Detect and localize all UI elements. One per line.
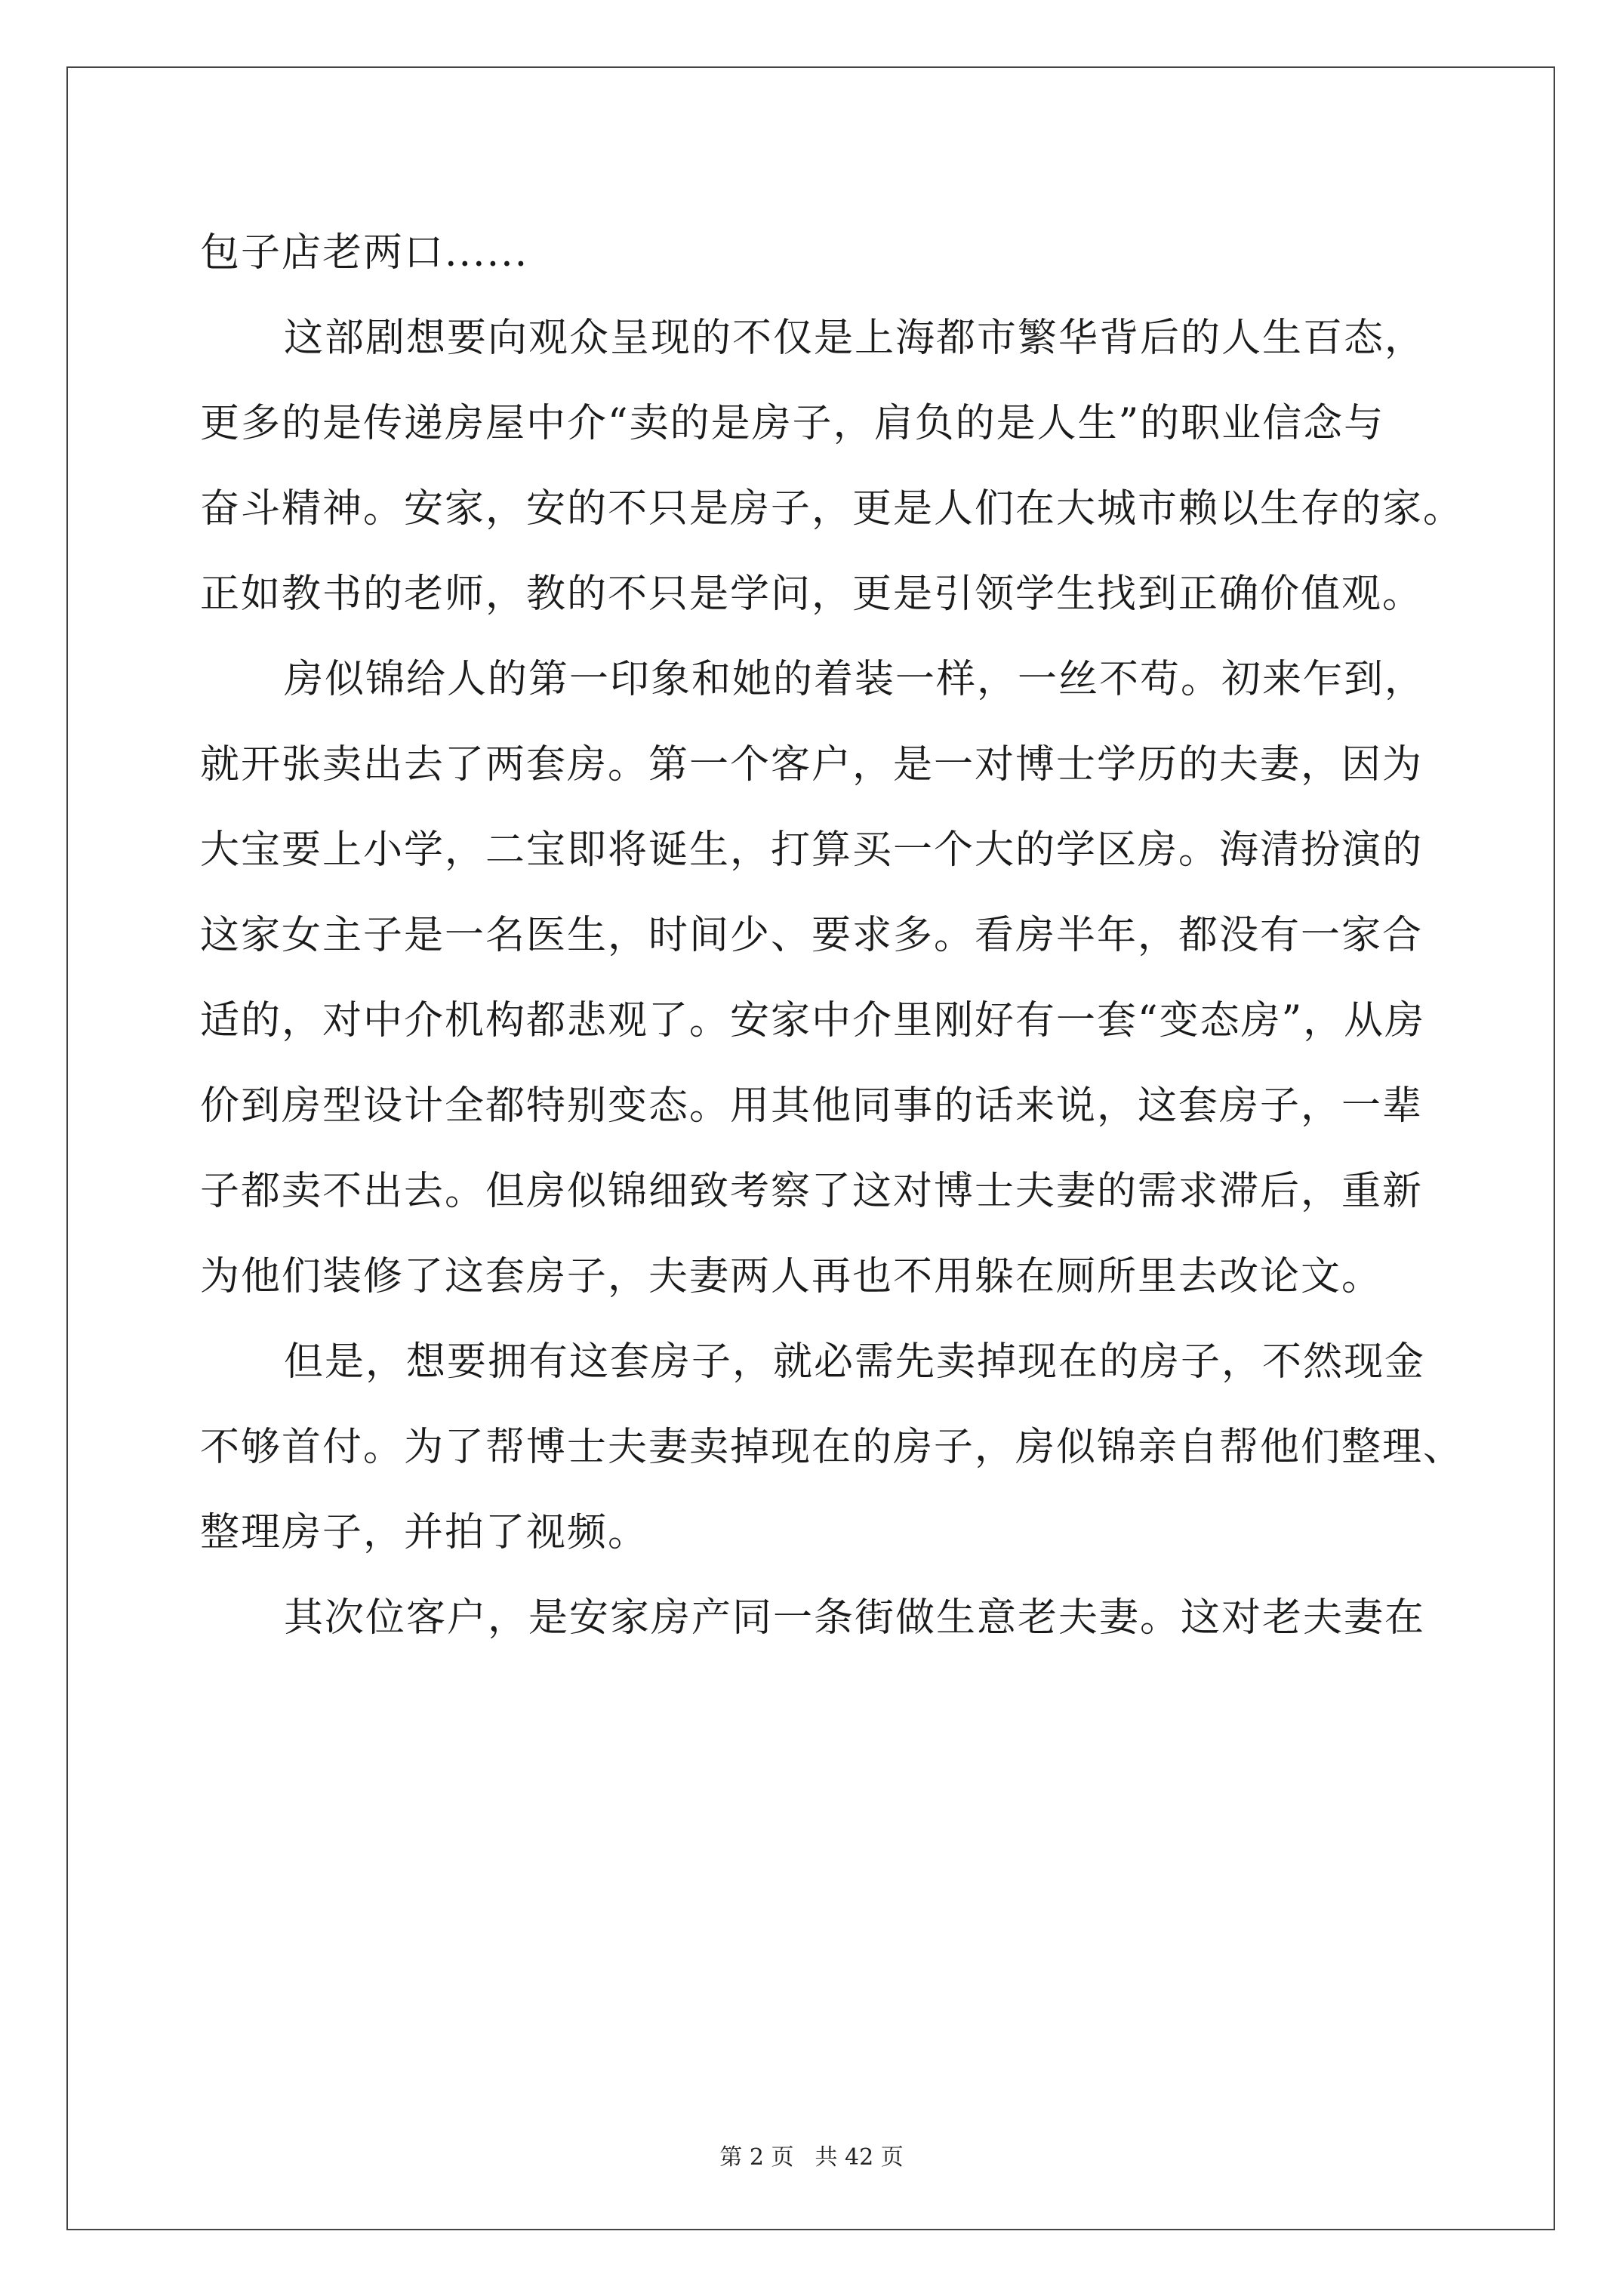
paragraph-first-line: 其次位客户，是安家房产同一条街做生意老夫妻。这对老夫妻在 [284,1595,1426,1641]
body-line: 适的，对中介机构都悲观了。安家中介里刚好有一套“变态房”，从房 [200,998,1426,1043]
body-line: 整理房子，并拍了视频。 [200,1510,649,1555]
body-line: 更多的是传递房屋中介“卖的是房子，肩负的是人生”的职业信念与 [200,401,1385,446]
paragraph-first-line: 但是，想要拥有这套房子，就必需先卖掉现在的房子，不然现金 [284,1339,1426,1385]
body-line: 价到房型设计全都特别变态。用其他同事的话来说，这套房子，一辈 [200,1083,1424,1129]
body-line: 大宝要上小学，二宝即将诞生，打算买一个大的学区房。海清扮演的 [200,827,1424,873]
body-line: 这家女主子是一名医生，时间少、要求多。看房半年，都没有一家合 [200,913,1424,958]
body-line: 包子店老两口...... [200,230,529,276]
paragraph-first-line: 房似锦给人的第一印象和她的着装一样，一丝不苟。初来乍到， [284,657,1426,702]
body-line: 子都卖不出去。但房似锦细致考察了这对博士夫妻的需求滞后，重新 [200,1169,1424,1214]
page-footer [0,2144,1623,2171]
paragraph-first-line: 这部剧想要向观众呈现的不仅是上海都市繁华背后的人生百态， [284,316,1426,361]
body-line: 奋斗精神。安家，安的不只是房子，更是人们在大城市赖以生存的家。 [200,486,1464,532]
body-line: 不够首付。为了帮博士夫妻卖掉现在的房子，房似锦亲自帮他们整理、 [200,1425,1464,1470]
body-line: 为他们装修了这套房子，夫妻两人再也不用躲在厕所里去改论文。 [200,1254,1383,1299]
page-total: 共 42 页 [815,2144,904,2171]
page-number: 第 2 页 [719,2144,794,2171]
body-line: 正如教书的老师，教的不只是学问，更是引领学生找到正确价值观。 [200,572,1424,617]
page-border [66,66,1555,2230]
body-line: 就开张卖出去了两套房。第一个客户，是一对博士学历的夫妻，因为 [200,742,1424,787]
